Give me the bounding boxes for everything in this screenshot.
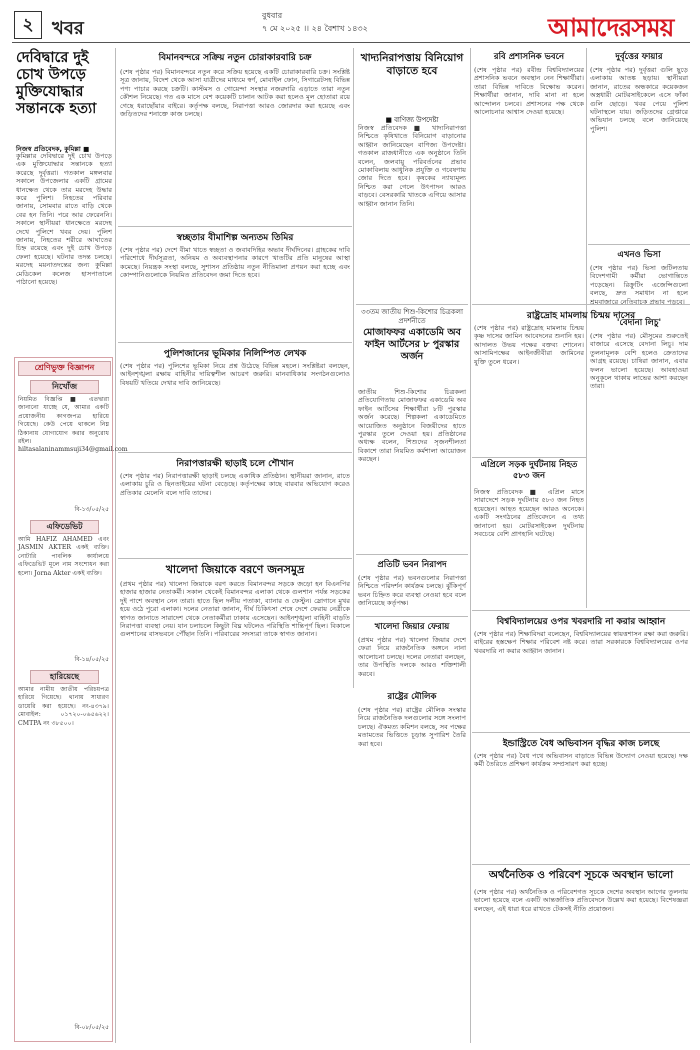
rice-body: নিজস্ব প্রতিবেদক ■ খাদ্যনিরাপত্তা নিশ্চিতে কৃষিখাতে বিনিয়োগ বাড়ানোর আহ্বান জানিয়েছেন বাণিজ্য উপদেষ্টা। গতকাল রাজধানীতে এক অনুষ্ঠানে তিনি বলেন, জলবায়ু পরিবর্তনের প্রভাব মোকাবিলায় আধুনিক প্রযুক্তি ও গবেষণায় জোর দিতে হবে। কৃষকের ন্যায্যমূল্য নিশ্চিত করা গেলে উৎপাদন আরও বাড়বে। বেসরকারি খাতকে এগিয়ে আসার আহ্বান জানান তিনি। [358,124,466,208]
visa-headline: এখনও ভিসা [617,250,661,260]
classified-code: বি-০৮/০৫/২৫ [74,1024,109,1031]
section-name: খবর [52,18,84,39]
hsn-headline: দেবিদ্বারে দুই চোখ উপড়ে মুক্তিযোদ্ধার সন্তানকে হত্যা [16,50,97,117]
economy-body: (শেষ পৃষ্ঠার পর) অর্থনৈতিক ও পরিবেশগত সূচকে দেশের অবস্থান আগের তুলনায় ভালো হয়েছে বলে একটি আন্তর্জাতিক প্রতিবেদনে উল্লেখ করা হয়েছে। বিশেষজ্ঞরা বলছেন, এই ধারা ধরে রাখতে টেকসই নীতি প্রয়োজন। [474,888,688,913]
classified-label-lost: হারিয়েছে [30,670,99,684]
day-label: বুধবার [262,11,283,20]
liz-headline: 'বেদানা লিচু' [616,318,662,328]
economy-headline: অর্থনৈতিক ও পরিবেশ সূচকে অবস্থান ভালো [488,869,674,881]
accident-body: নিজস্ব প্রতিবেদক ■ এপ্রিল মাসে সারাদেশে সড়ক দুর্ঘটনায় ৫৮৩ জন নিহত হয়েছেন। আহত হয়েছেন আরও অনেকে। একটি সংগঠনের প্রতিবেদনে এ তথ্য জানানো হয়। মোটরসাইকেল দুর্ঘটনায় সবচেয়ে বেশি প্রাণহানি ঘটেছে। [474,488,584,539]
story-divider [356,554,468,555]
story-divider [118,342,352,343]
khaleda-headline: খালেদা জিয়াকে বরণে জনসমুদ্র [165,563,305,576]
masthead-rule [12,42,690,43]
reforms-headline: রাষ্ট্রের মৌলিক [387,692,437,702]
story-divider [356,304,468,305]
classified-text-lost: আমার নামীয় জাতীয় পরিচয়পত্র হারিয়ে গিয়েছে। থানায় সাধারণ ডায়েরি করা হয়েছে। নং-৪৩৭৯। মোবাইল: ০১৭২০-০৬৫৬২২। CMTPA নং ৩৮৫০০। [18,686,109,727]
classified-code: বি-১৩/০৫/২৫ [74,506,109,513]
ward-kicker: ৩৩তম জাতীয় শিশু-কিশোর চিত্রকলা প্রদর্শনীতে [360,308,464,325]
treason-headline: রাষ্ট্রদ্রোহ মামলায় চিন্ময় দাসের [526,311,636,321]
fire-headline: দুর্বৃত্তের ফায়ার [615,52,663,62]
classified-code: বি-১৪/০৫/২৫ [74,656,109,663]
classified-label-affidavit: এফিডেভিট [30,520,99,534]
story-divider [472,732,690,733]
treason-body: (শেষ পৃষ্ঠার পর) রাষ্ট্রদ্রোহ মামলায় চিন্ময় কৃষ্ণ দাসের জামিন আবেদনের শুনানি হয়। আদালত উভয় পক্ষের বক্তব্য শোনেন। আসামিপক্ষের আইনজীবীরা জামিনের যুক্তি তুলে ধরেন। [474,324,584,366]
hsn-byline: নিজস্ব প্রতিবেদক, কুমিল্লা ■ [16,145,90,153]
date-label: ৭ মে ২০২৫ ।। ২৪ বৈশাখ ১৪৩২ [262,24,368,33]
justice-headline: প্রতিটি ভবন নিরাপদ [377,560,447,570]
visa-body: (শেষ পৃষ্ঠার পর) ভিসা জটিলতায় বিদেশগামী কর্মীরা ভোগান্তিতে পড়েছেন। রিক্রুটিং এজেন্সিগুলো বলছে, দ্রুত সমাধান না হলে শ্রমবাজারে নেতিবাচক প্রভাব পড়বে। [590,264,688,306]
ward-headline: মোজাফফর একাডেমি অব ফাইন আর্টসের ৮ পুরস্কার অর্জন [363,327,461,362]
classifieds-title: শ্রেণিভুক্ত বিজ্ঞাপন [18,361,111,376]
rice-byline: ■ বাণিজ্য উপদেষ্টা [385,116,439,124]
justice-body: (শেষ পৃষ্ঠার পর) ভবনগুলোর নিরাপত্তা নিশ্চিতে পরিদর্শন কার্যক্রম চলছে। ঝুঁকিপূর্ণ ভবন চিহ্নিত করে ব্যবস্থা নেওয়া হবে বলে জানিয়েছে কর্তৃপক্ষ। [358,574,466,608]
classified-text-missing: নিয়মিত বিজ্ঞপ্তি ■ এতদ্বারা জানানো যাচ্ছে যে, আমার একটি প্রয়োজনীয় কাগজপত্র হারিয়ে গিয়েছে। কেউ পেয়ে থাকলে নিম্ন ঠিকানায় যোগাযোগ করার অনুরোধ রইল। hiltasalaninammsuji34@gmail.com [18,396,128,454]
column-rule [115,48,116,1043]
university-headline: বিশ্ববিদ্যালয়ের ওপর খবরদারি না করার আহ্বান [496,617,666,627]
police-headline: পুলিশজানের ভূমিকার নিলিম্পিত লেখক [163,349,307,359]
story-divider [118,558,352,559]
khaleda-body: (প্রথম পৃষ্ঠার পর) খালেদা জিয়াকে বরণ করতে বিমানবন্দর সড়কে জড়ো হন বিএনপির হাজার হাজার নেতাকর্মী। সকাল থেকেই বিমানবন্দর এলাকা থেকে গুলশান পর্যন্ত সড়কের দুই পাশে অবস্থান নেন তারা। হাতে ছিল দলীয় পতাকা, ব্যানার ও ফেস্টুন। স্লোগানে মুখর হয়ে ওঠে পুরো এলাকা। দলের নেতারা জানান, দীর্ঘ চিকিৎসা শেষে দেশে ফেরায় নেত্রীকে স্বাগত জানাতে সারাদেশ থেকে নেতাকর্মীরা ঢাকায় এসেছেন। আইনশৃঙ্খলা বাহিনী বাড়তি নিরাপত্তা ব্যবস্থা নেয়। যান চলাচলে কিছুটা বিঘ্ন ঘটলেও পরিস্থিতি শান্তিপূর্ণ ছিল। বিকালে গুলশানের বাসভবনে পৌঁছান তিনি। পরিবারের সদস্যরা তাকে স্বাগত জানান। [120,580,350,639]
hsn-body: কুমিল্লার দেবিদ্বারে দুই চোখ উপড়ে এক মুক্তিযোদ্ধার সন্তানকে হত্যা করেছে দুর্বৃত্তরা। গতকাল মঙ্গলবার সকালে উপজেলার একটি গ্রামের ধানক্ষেত থেকে তার মরদেহ উদ্ধার করে পুলিশ। নিহতের পরিবার জানায়, সোমবার রাতে বাড়ি থেকে বের হন তিনি। পরে আর ফেরেননি। সকালে স্থানীয়রা ধানক্ষেতে মরদেহ দেখে পুলিশে খবর দেয়। পুলিশ জানায়, নিহতের শরীরে আঘাতের চিহ্ন রয়েছে এবং দুই চোখ উপড়ে ফেলা হয়েছে। ঘটনার তদন্ত চলছে। মরদেহ ময়নাতদন্তের জন্য কুমিল্লা মেডিকেল কলেজ হাসপাতালে পাঠানো হয়েছে। [16,152,112,287]
reforms-body: (শেষ পৃষ্ঠার পর) রাষ্ট্রের মৌলিক সংস্কার নিয়ে রাজনৈতিক দলগুলোর সঙ্গে সংলাপ চলছে। ঐকমত্য কমিশন বলছে, সব পক্ষের মতামতের ভিত্তিতে চূড়ান্ত সুপারিশ তৈরি করা হবে। [358,706,466,748]
classified-text-affidavit: আমি HAFIZ AHAMED এবং JASMIN AKTER একই ব্যক্তি। নোটারি পাবলিক কার্যালয়ে এফিডেভিট মূলে নাম সংশোধন করা হলো। Jorna Akter একই ব্যক্তি। [18,536,109,577]
airport-headline: বিমানবন্দরে সক্রিয় নতুন চোরাকারবারি চক্র [158,53,312,63]
fire-body: (শেষ পৃষ্ঠার পর) দুর্বৃত্তরা গুলি ছুড়ে এলাকায় আতঙ্ক ছড়ায়। স্থানীয়রা জানান, রাতের অন্ধকারে কয়েকজন অস্ত্রধারী মোটরসাইকেলে এসে ফাঁকা গুলি ছোড়ে। খবর পেয়ে পুলিশ ঘটনাস্থলে যায়। জড়িতদের গ্রেপ্তারে অভিযান চলছে বলে জানিয়েছে পুলিশ। [590,66,688,133]
classified-label-missing: নিখোঁজ [30,380,99,394]
rab-body: (শেষ পৃষ্ঠার পর) রবীন্দ্র বিশ্ববিদ্যালয়ের প্রশাসনিক ভবনে অবস্থান নেন শিক্ষার্থীরা। তারা বিভিন্ন দাবিতে বিক্ষোভ করেন। শিক্ষার্থীরা জানান, দাবি মানা না হলে আন্দোলন চলবে। প্রশাসনের পক্ষ থেকে আলোচনার আশ্বাস দেওয়া হয়েছে। [474,66,584,117]
insurance-body: (শেষ পৃষ্ঠার পর) দেশে বীমা খাতে স্বচ্ছতা ও জবাবদিহির অভাব দীর্ঘদিনের। গ্রাহকের দাবি পরিশোধে দীর্ঘসূত্রতা, অনিয়ম ও অব্যবস্থাপনার কারণে খাতটির প্রতি মানুষের আস্থা কমেছে। নিয়ন্ত্রক সংস্থা বলছে, সুশাসন প্রতিষ্ঠায় নতুন নীতিমালা প্রণয়ন করা হচ্ছে এবং কোম্পানিগুলোকে নিয়মিত প্রতিবেদন জমা দিতে হবে। [120,246,350,280]
masthead-logo: আমাদেরসময় [548,13,674,42]
liz-body: (শেষ পৃষ্ঠার পর) মৌসুমের শুরুতেই বাজারে এসেছে বেদানা লিচু। দাম তুলনামূলক বেশি হলেও ক্রেতাদের আগ্রহ রয়েছে। চাষিরা জানান, এবার ফলন ভালো হয়েছে। আবহাওয়া অনুকূলে থাকায় লাভের আশা করছেন তারা। [590,332,688,391]
khaleda2-body: (প্রথম পৃষ্ঠার পর) খালেদা জিয়ার দেশে ফেরা নিয়ে রাজনৈতিক অঙ্গনে নানা আলোচনা চলছে। দলের নেতারা বলছেন, তার উপস্থিতি দলকে আরও শক্তিশালী করবে। [358,636,466,678]
story-divider [356,616,468,617]
interrogation-headline: নিরাপত্তারক্ষী ছাড়াই চলে শৌখান [176,459,294,469]
india-body: (শেষ পৃষ্ঠার পর) বৈধ পথে অভিবাসন বাড়াতে বিভিন্ন উদ্যোগ নেওয়া হয়েছে। দক্ষ কর্মী তৈরিতে প্রশিক্ষণ কার্যক্রম সম্প্রসারণ করা হচ্ছে। [474,752,688,769]
story-divider [118,226,352,227]
khaleda2-headline: খালেদা জিয়ার ফেরায় [374,622,450,632]
india-headline: ইন্ডাস্ট্রিতে বৈধ অভিবাসন বৃদ্ধির কাজ চলছে [502,739,660,749]
police-body: (শেষ পৃষ্ঠার পর) পুলিশের ভূমিকা নিয়ে প্রশ্ন উঠেছে বিভিন্ন মহলে। সংশ্লিষ্টরা বলছেন, আইনশৃঙ্খলা রক্ষায় বাহিনীর দায়িত্বশীল আচরণ জরুরি। মানবাধিকার সংগঠনগুলোও বিষয়টি খতিয়ে দেখার দাবি জানিয়েছে। [120,362,350,387]
story-divider [118,452,352,453]
column-rule [586,48,587,608]
column-rule [353,48,354,688]
airport-body: (শেষ পৃষ্ঠার পর) বিমানবন্দরে নতুন করে সক্রিয় হয়েছে একটি চোরাকারবারি চক্র। সংশ্লিষ্ট সূত্র জানায়, বিদেশ থেকে আসা যাত্রীদের মাধ্যমে স্বর্ণ, মোবাইল ফোন, সিগারেটসহ বিভিন্ন পণ্য পাচার করছে চক্রটি। কাস্টমস ও গোয়েন্দা সংস্থার নজরদারি এড়াতে তারা নতুন কৌশল নিয়েছে। গত এক মাসে বেশ কয়েকটি চালান আটক করা হলেও মূল হোতারা রয়ে গেছে ধরাছোঁয়ার বাইরে। কর্তৃপক্ষ বলছে, নিরাপত্তা আরও জোরদার করা হয়েছে এবং জড়িতদের শনাক্তে কাজ চলছে। [120,68,350,119]
column-rule [470,48,471,1043]
story-divider [588,244,690,245]
university-body: (শেষ পৃষ্ঠার পর) শিক্ষাবিদরা বলেছেন, বিশ্ববিদ্যালয়ের স্বায়ত্তশাসন রক্ষা করা জরুরি। বাইরের হস্তক্ষেপ শিক্ষার পরিবেশ নষ্ট করে। তারা সরকারকে বিশ্ববিদ্যালয়ের ওপর খবরদারি না করার আহ্বান জানান। [474,630,688,655]
insurance-headline: স্বচ্ছতার বীমাশিল্প অন্যতম তিমির [176,233,294,243]
page-number: ২ [14,11,42,39]
accident-headline: এপ্রিলে সড়ক দুর্ঘটনায় নিহত ৫৮৩ জন [480,460,578,481]
rab-headline: রবি প্রশাসনিক ভবনে [493,52,565,62]
story-divider [472,864,690,865]
ward-body: জাতীয় শিশু-কিশোর চিত্রকলা প্রতিযোগিতায় মোজাফফর একাডেমি অব ফাইন আর্টসের শিক্ষার্থীরা ৮টি পুরস্কার অর্জন করেছে। শিল্পকলা একাডেমিতে আয়োজিত অনুষ্ঠানে বিজয়ীদের হাতে পুরস্কার তুলে দেওয়া হয়। প্রতিষ্ঠানের অধ্যক্ষ বলেন, শিশুদের সৃজনশীলতা বিকাশে তারা নিয়মিত কর্মশালা আয়োজন করছেন। [358,388,466,464]
rice-headline: খাদ্যনিরাপত্তায় বিনিয়োগ বাড়াতে হবে [360,52,464,77]
story-divider [472,610,690,611]
story-divider [472,457,586,458]
interrogation-body: (শেষ পৃষ্ঠার পর) নিরাপত্তারক্ষী ছাড়াই চলছে একাধিক প্রতিষ্ঠান। স্থানীয়রা জানান, রাতে এলাকায় চুরি ও ছিনতাইয়ের ঘটনা বেড়েছে। কর্তৃপক্ষের কাছে বারবার অভিযোগ করেও প্রতিকার মেলেনি বলে দাবি তাদের। [120,472,350,497]
